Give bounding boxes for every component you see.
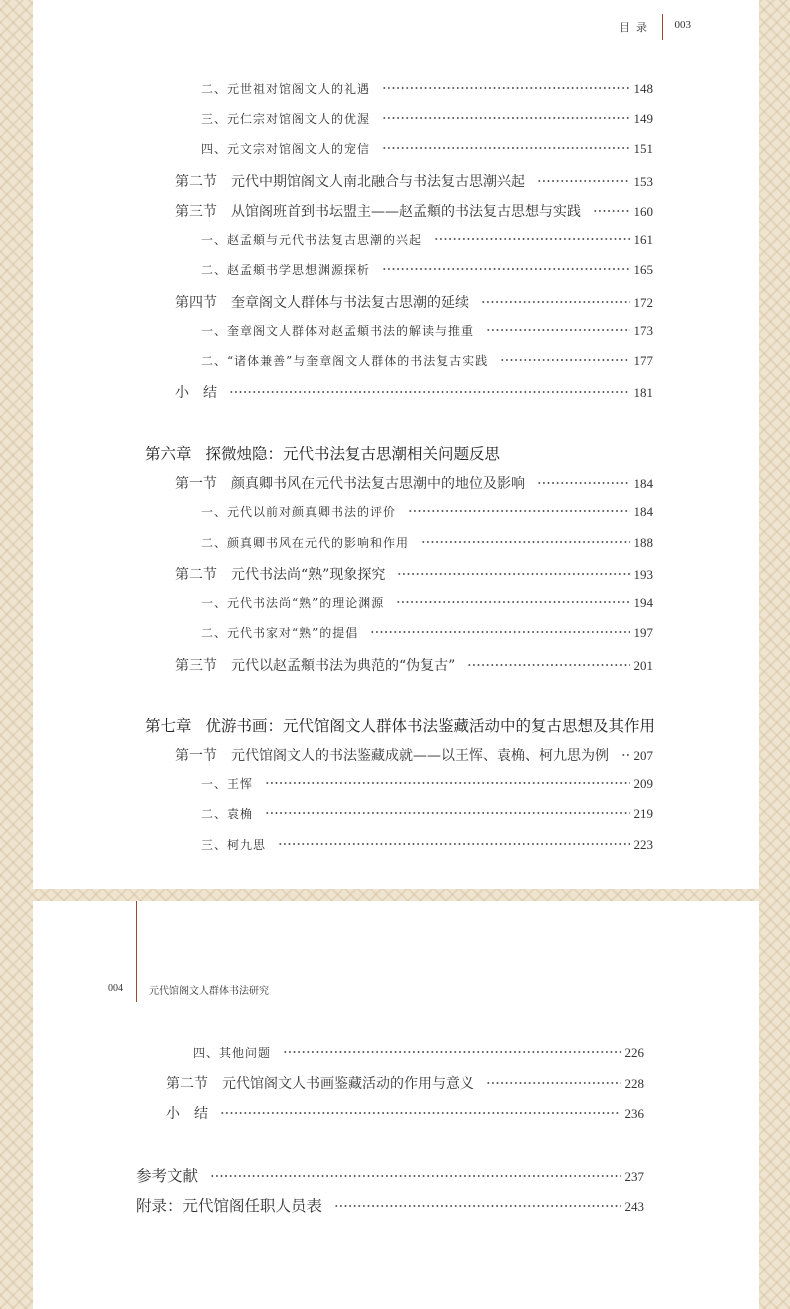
toc-entry[interactable]: 四、元文宗对馆阁文人的宠信 151 — [201, 140, 653, 157]
leader-dots — [486, 320, 629, 332]
toc-section[interactable]: 第四节 奎章阁文人群体与书法复古思潮的延续 172 — [175, 292, 653, 312]
header-book-title: 元代馆阁文人群体书法研究 — [149, 986, 269, 997]
page-ref: 160 — [633, 204, 653, 219]
page-ref: 223 — [633, 837, 653, 852]
page-ref: 151 — [633, 141, 653, 156]
header-page-number: 003 — [674, 19, 691, 31]
leader-dots — [481, 290, 630, 304]
page-ref: 173 — [633, 323, 653, 338]
page-ref: 172 — [633, 295, 653, 310]
toc-entry[interactable]: 二、袁桷 219 — [201, 805, 653, 822]
toc-entry[interactable]: 二、元代书家对“熟”的提倡 197 — [201, 624, 653, 641]
header-page-number: 004 — [108, 983, 123, 994]
toc-entry[interactable]: 三、元仁宗对馆阁文人的优渥 149 — [201, 110, 653, 127]
leader-dots — [537, 471, 630, 485]
leader-dots — [370, 622, 629, 634]
page-ref: 181 — [633, 385, 653, 400]
toc-section[interactable]: 第二节 元代书法尚“熟”现象探究 193 — [175, 564, 653, 584]
page-ref: 184 — [633, 504, 653, 519]
toc-entry[interactable]: 一、王恽 209 — [201, 775, 653, 792]
toc-section[interactable]: 第三节 元代以赵孟頫书法为典范的“伪复古” 201 — [175, 655, 653, 675]
toc-page-003 — [33, 0, 759, 889]
toc-entry[interactable]: 一、奎章阁文人群体对赵孟頫书法的解读与推重 173 — [201, 322, 653, 339]
leader-dots — [334, 1193, 620, 1209]
toc-section[interactable]: 第一节 颜真卿书风在元代书法复古思潮中的地位及影响 184 — [175, 473, 653, 493]
leader-dots — [434, 229, 629, 241]
leader-dots — [486, 1071, 621, 1085]
leader-dots — [265, 803, 629, 815]
page-ref: 197 — [633, 625, 653, 640]
page-ref: 226 — [624, 1045, 644, 1060]
page-ref: 148 — [633, 81, 653, 96]
page-ref: 188 — [633, 535, 653, 550]
toc-section[interactable]: 第三节 从馆阁班首到书坛盟主——赵孟頫的书法复古思想与实践 160 — [175, 201, 653, 221]
toc-entry[interactable]: 一、元代书法尚“熟”的理论渊源 194 — [201, 594, 653, 611]
page-ref: 177 — [633, 353, 653, 368]
page-ref: 219 — [633, 806, 653, 821]
leader-dots — [283, 1042, 620, 1054]
leader-dots — [278, 834, 629, 846]
page-ref: 209 — [633, 776, 653, 791]
toc-entry[interactable]: 二、元世祖对馆阁文人的礼遇 148 — [201, 80, 653, 97]
leader-dots — [621, 743, 630, 757]
leader-dots — [265, 773, 629, 785]
leader-dots — [408, 501, 629, 513]
page-ref: 194 — [633, 595, 653, 610]
page-ref: 243 — [624, 1199, 644, 1214]
leader-dots — [220, 1101, 621, 1115]
page-ref: 236 — [624, 1106, 644, 1121]
leader-dots — [210, 1163, 620, 1179]
page-ref: 184 — [633, 476, 653, 491]
toc-appendix[interactable]: 附录：元代馆阁任职人员表 243 — [136, 1194, 644, 1216]
toc-entry[interactable]: 二、颜真卿书风在元代的影响和作用 188 — [201, 534, 653, 551]
header-divider — [662, 14, 663, 40]
leader-dots — [467, 653, 629, 667]
leader-dots — [593, 199, 630, 213]
toc-entry[interactable]: 二、“诸体兼善”与奎章阁文人群体的书法复古实践 177 — [201, 352, 653, 369]
toc-entry[interactable]: 二、赵孟頫书学思想渊源探析 165 — [201, 261, 653, 278]
chapter-heading[interactable]: 第六章 探微烛隐：元代书法复古思潮相关问题反思 — [145, 445, 501, 463]
page-ref: 207 — [633, 748, 653, 763]
leader-dots — [396, 592, 629, 604]
leader-dots — [500, 350, 629, 362]
header-divider — [136, 901, 137, 1002]
page-ref: 149 — [633, 111, 653, 126]
toc-section[interactable]: 小 结 236 — [166, 1103, 644, 1123]
leader-dots — [382, 259, 629, 271]
leader-dots — [382, 138, 629, 150]
toc-references[interactable]: 参考文献 237 — [136, 1164, 644, 1186]
page-ref: 237 — [624, 1169, 644, 1184]
page-ref: 165 — [633, 262, 653, 277]
toc-entry[interactable]: 一、元代以前对颜真卿书法的评价 184 — [201, 503, 653, 520]
leader-dots — [537, 169, 630, 183]
toc-section[interactable]: 第二节 元代中期馆阁文人南北融合与书法复古思潮兴起 153 — [175, 171, 653, 191]
chapter-heading[interactable]: 第七章 优游书画：元代馆阁文人群体书法鉴藏活动中的复古思想及其作用 — [145, 717, 656, 735]
toc-entry[interactable]: 一、赵孟頫与元代书法复古思潮的兴起 161 — [201, 231, 653, 248]
page-ref: 161 — [633, 232, 653, 247]
toc-section[interactable]: 第二节 元代馆阁文人书画鉴藏活动的作用与意义 228 — [166, 1073, 644, 1093]
page-ref: 228 — [624, 1076, 644, 1091]
toc-section[interactable]: 小 结 181 — [175, 382, 653, 402]
page-ref: 153 — [633, 174, 653, 189]
page-ref: 193 — [633, 567, 653, 582]
leader-dots — [421, 532, 629, 544]
leader-dots — [382, 108, 629, 120]
toc-entry[interactable]: 三、柯九思 223 — [201, 836, 653, 853]
toc-section[interactable]: 第一节 元代馆阁文人的书法鉴藏成就——以王恽、袁桷、柯九思为例 207 — [175, 745, 653, 765]
toc-entry[interactable]: 四、其他问题 226 — [193, 1044, 644, 1061]
toc-page-004 — [33, 901, 759, 1309]
leader-dots — [382, 78, 629, 90]
leader-dots — [229, 380, 630, 394]
header-title: 目录 — [619, 21, 653, 34]
page-ref: 201 — [633, 658, 653, 673]
leader-dots — [397, 562, 629, 576]
